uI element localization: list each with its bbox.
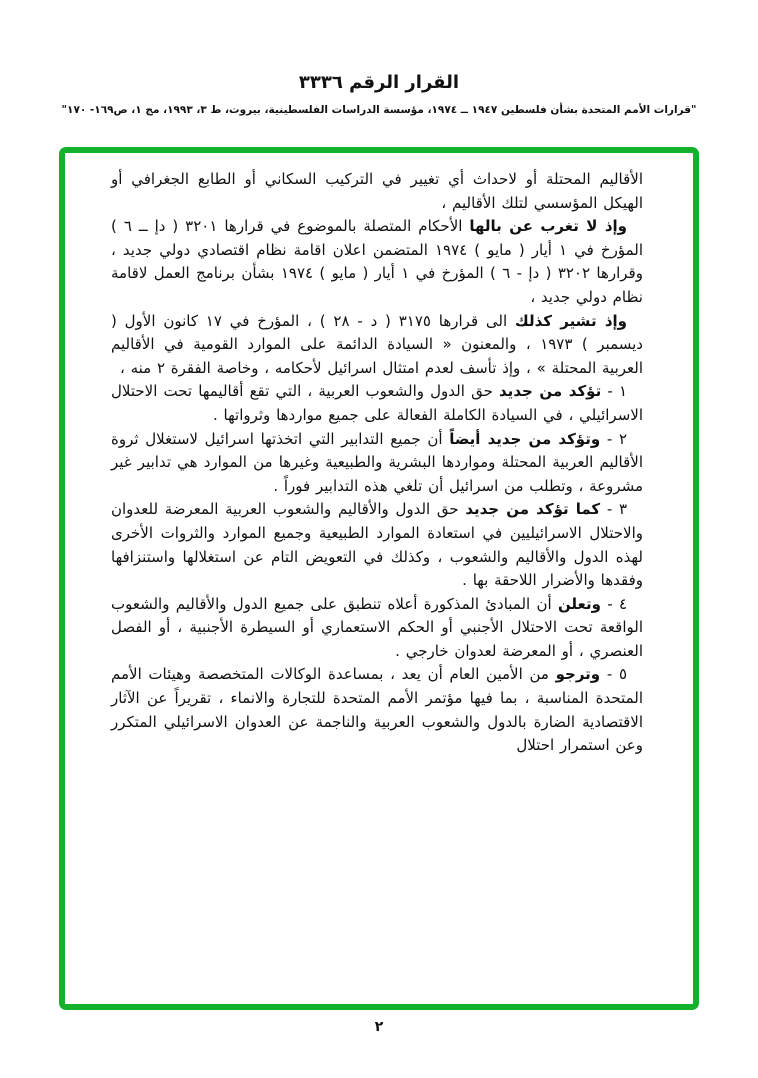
page-title: القرار الرقم ٣٣٣٦	[298, 72, 460, 93]
paragraph-number: ٣ -	[600, 500, 627, 519]
paragraph-item-5	[111, 663, 643, 757]
paragraph-number: ٢ -	[600, 429, 627, 448]
paragraph-text: الأقاليم المحتلة أو لاحداث أي تغيير في التركيب السكاني أو الطابع الجغرافي أو الهيكل المؤسسي لتلك الأقاليم ،	[111, 170, 643, 212]
paragraph-continuation	[111, 168, 643, 215]
paragraph-item-3	[111, 498, 643, 592]
paragraph-text: أن جميع التدابير التي اتخذتها اسرائيل لاستغلال ثروة الأقاليم العربية المحتلة ومواردها البشرية والطبيعية وغيرها من الموارد هي تدابير غير مشروعة ، وتطلب من اسرائيل أن تلغي هذه التدابير فوراً .	[111, 429, 643, 495]
paragraph-preamble-2	[111, 310, 643, 381]
resolution-text-frame	[59, 147, 699, 1010]
paragraph-text: من الأمين العام أن يعد ، بمساعدة الوكالات المتخصصة وهيئات الأمم المتحدة المناسبة ، بما فيها مؤتمر الأمم المتحدة للتجارة والانماء ، تقريراً عن الآثار الاقتصادية الضارة بالدول والشعوب العربية والناجمة عن العدوان الاسرائيلي المتكرر وعن استمرار احتلال	[111, 665, 643, 755]
source-citation: "قرارات الأمم المتحدة بشأن فلسطين ١٩٤٧ ــ ١٩٧٤، مؤسسة الدراسات الفلسطينية، بيروت، ط ٣، ١٩٩٣، مج ١، ص١٦٩- ١٧٠"	[61, 104, 697, 116]
paragraph-preamble-1	[111, 215, 643, 309]
paragraph-item-2	[111, 428, 643, 499]
paragraph-item-1	[111, 380, 643, 427]
paragraph-leadin: وتؤكد من جديد أيضاً	[449, 429, 601, 448]
paragraph-number: ١ -	[601, 382, 628, 401]
page-number: ٢	[374, 1019, 384, 1035]
paragraph-item-4	[111, 593, 643, 664]
paragraph-text: الى قرارها ٣١٧٥ ( د - ٢٨ ) ، المؤرخ في ١٧ كانون الأول ( ديسمبر ) ١٩٧٣ ، والمعنون « السيادة الدائمة على الموارد القومية في الأقاليم العربية المحتلة » ، وإذ تأسف لعدم امتثال اسرائيل لأحكامه ، وخاصة الفقرة ٢ منه ،	[111, 311, 643, 377]
paragraph-leadin: وإذ تشير كذلك	[514, 311, 628, 330]
paragraph-leadin: وترجو	[555, 665, 601, 684]
paragraph-text: حق الدول والأقاليم والشعوب العربية المعرضة للعدوان والاحتلال الاسرائيليين في استعادة الموارد الطبيعية وجميع الموارد والثروات الأخرى لهذه الدول والأقاليم والشعوب ، وكذلك في التعويض التام عن استغلالها واستنزافها وفقدها والأضرار اللاحقة بها .	[111, 500, 643, 590]
paragraph-text: أن المبادئ المذكورة أعلاه تنطبق على جميع الدول والأقاليم والشعوب الواقعة تحت الاحتلال الأجنبي أو الحكم الاستعماري أو السيطرة الأجنبية ، أو الفصل العنصري ، أو المعرضة لعدوان خارجي .	[111, 594, 643, 660]
paragraph-leadin: وإذ لا تغرب عن بالها	[469, 217, 628, 236]
paragraph-number: ٥ -	[600, 665, 627, 684]
paragraph-text: حق الدول والشعوب العربية ، التي تقع أقاليمها تحت الاحتلال الاسرائيلي ، في السيادة الكاملة الفعالة على جميع مواردها وثرواتها .	[111, 382, 643, 424]
paragraph-leadin: وتعلن	[557, 594, 601, 613]
paragraph-leadin: تؤكد من جديد	[499, 382, 602, 401]
paragraph-leadin: كما تؤكد من جديد	[465, 500, 601, 519]
paragraph-text: الأحكام المتصلة بالموضوع في قرارها ٣٢٠١ ( دإ ــ ٦ ) المؤرخ في ١ أيار ( مايو ) ١٩٧٤ المتضمن اعلان اقامة نظام اقتصادي دولي جديد ، وقرارها ٣٢٠٢ ( دإ - ٦ ) المؤرخ في ١ أيار ( مايو ) ١٩٧٤ بشأن برنامج العمل لاقامة نظام دولي جديد ،	[111, 217, 643, 306]
paragraph-number: ٤ -	[600, 594, 627, 613]
